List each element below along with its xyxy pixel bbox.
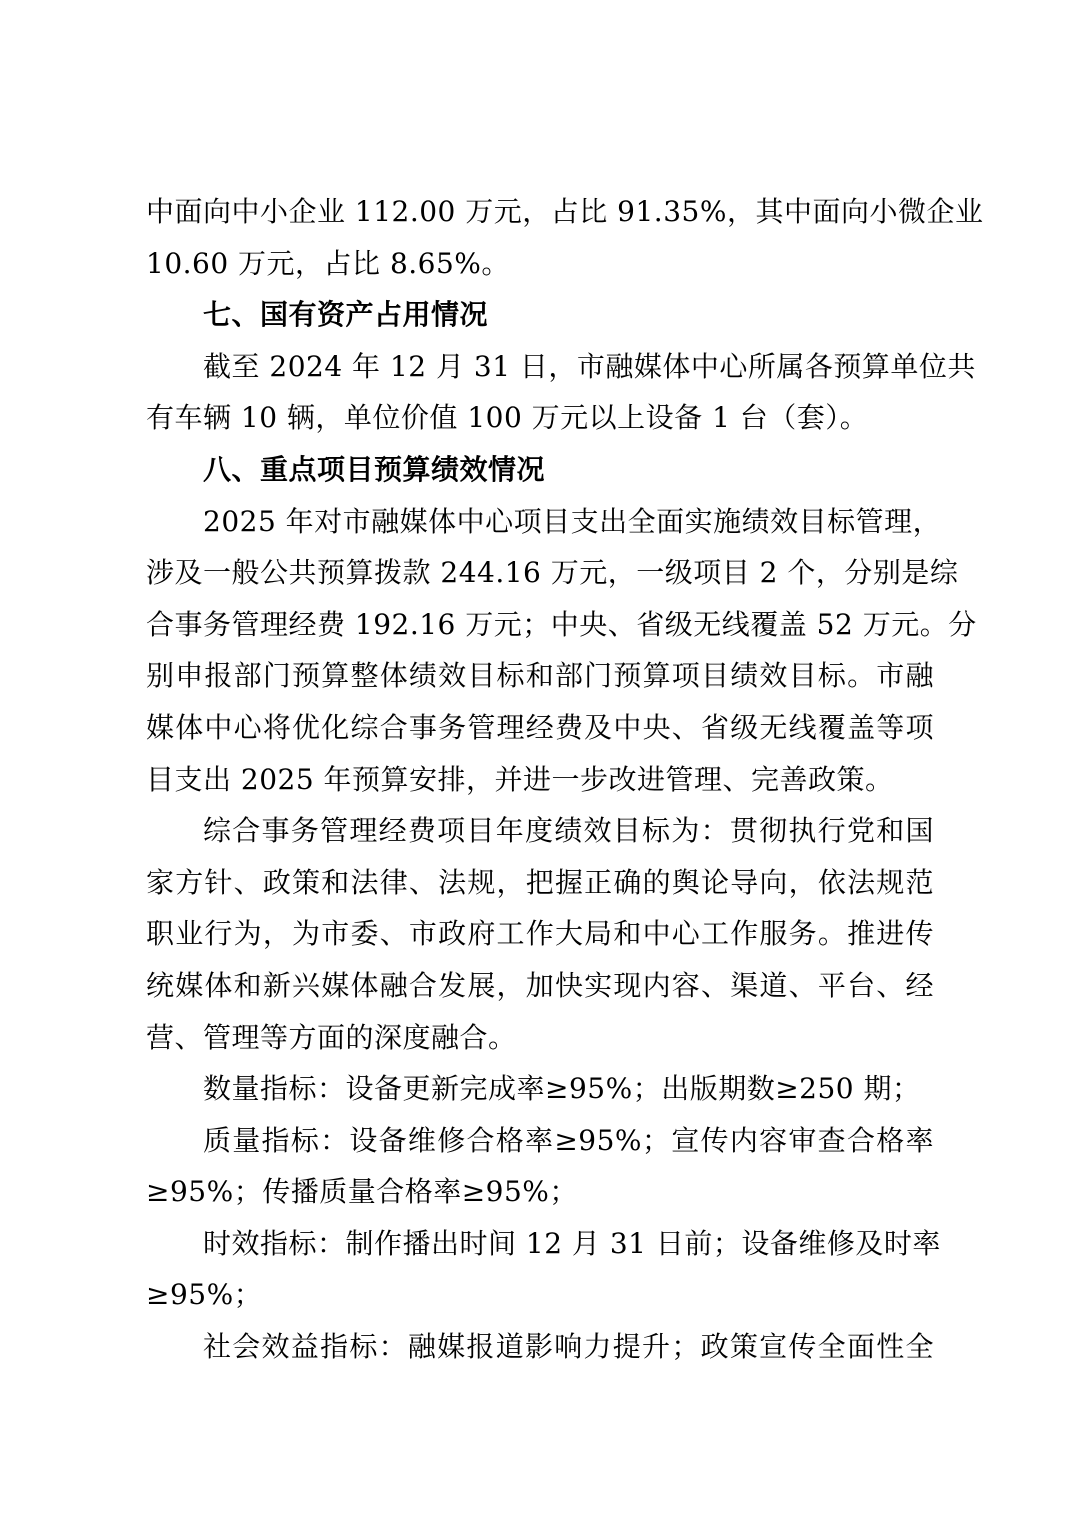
body-line: 合事务管理经费 192.16 万元；中央、省级无线覆盖 52 万元。分: [146, 607, 977, 641]
body-line: ≥95%；: [146, 1278, 263, 1312]
indicator-social-benefit: 社会效益指标：融媒报道影响力提升；政策宣传全面性全: [203, 1330, 934, 1364]
document-body: [146, 186, 984, 1373]
indicator-quality: 质量指标：设备维修合格率≥95%；宣传内容审查合格率: [203, 1123, 934, 1157]
body-line: 营、管理等方面的深度融合。: [146, 1020, 517, 1054]
body-line: 中面向中小企业 112.00 万元，占比 91.35%，其中面向小微企业: [146, 195, 984, 228]
body-line: 媒体中心将优化综合事务管理经费及中央、省级无线覆盖等项: [146, 710, 934, 744]
body-line: 家方针、政策和法律、法规，把握正确的舆论导向，依法规范: [146, 865, 934, 899]
body-line: 10.60 万元，占比 8.65%。: [146, 246, 510, 280]
body-line: ≥95%；传播质量合格率≥95%；: [146, 1175, 578, 1209]
indicator-quantity: 数量指标：设备更新完成率≥95%；出版期数≥250 期；: [203, 1072, 921, 1106]
body-line: 综合事务管理经费项目年度绩效目标为：贯彻执行党和国: [203, 814, 934, 848]
body-line: 别申报部门预算整体绩效目标和部门预算项目绩效目标。市融: [146, 659, 934, 693]
section-heading-7: 七、国有资产占用情况: [203, 298, 489, 332]
body-line: 截至 2024 年 12 月 31 日，市融媒体中心所属各预算单位共: [203, 349, 976, 383]
section-heading-8: 八、重点项目预算绩效情况: [203, 452, 546, 486]
body-line: 有车辆 10 辆，单位价值 100 万元以上设备 1 台（套）。: [146, 401, 869, 435]
body-line: 职业行为，为市委、市政府工作大局和中心工作服务。推进传: [146, 917, 934, 951]
body-line: 涉及一般公共预算拨款 244.16 万元，一级项目 2 个，分别是综: [146, 556, 959, 590]
indicator-timeliness: 时效指标：制作播出时间 12 月 31 日前；设备维修及时率: [203, 1226, 941, 1260]
body-line: 统媒体和新兴媒体融合发展，加快实现内容、渠道、平台、经: [146, 968, 934, 1002]
body-line: 2025 年对市融媒体中心项目支出全面实施绩效目标管理，: [203, 504, 942, 538]
body-line: 目支出 2025 年预算安排，并进一步改进管理、完善政策。: [146, 762, 894, 796]
